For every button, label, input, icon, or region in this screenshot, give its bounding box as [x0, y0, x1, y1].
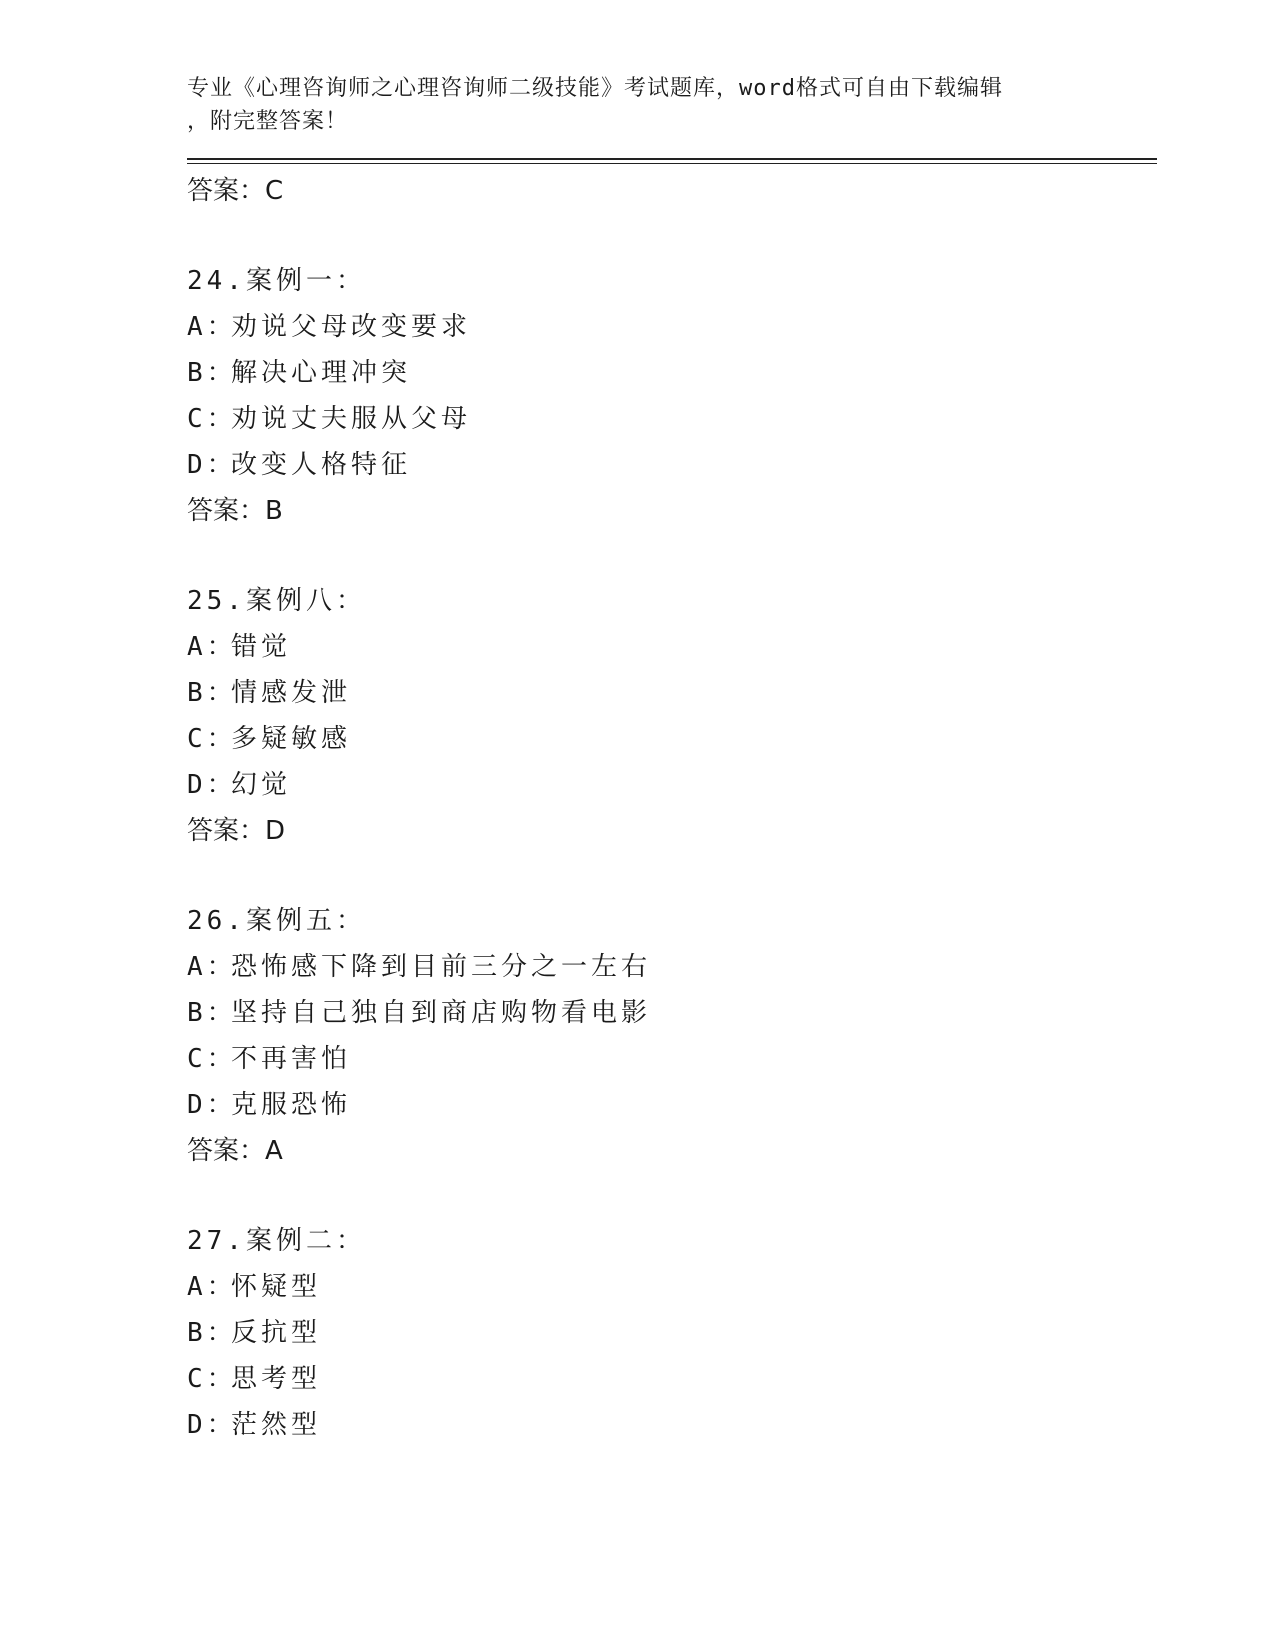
option-text: 坚持自己独自到商店购物看电影 [231, 998, 652, 1028]
option-letter: A： [187, 312, 237, 342]
option-a [187, 304, 1157, 350]
document-page [187, 72, 1157, 1448]
option-b [187, 990, 1157, 1036]
option-letter: C： [187, 1044, 237, 1074]
option-a [187, 944, 1157, 990]
question-title: 25.案例八： [187, 586, 366, 616]
answer: 答案：A [187, 1136, 283, 1166]
document-header: 专业《心理咨询师之心理咨询师二级技能》考试题库，word格式可自由下载编辑 ，附完整答案！ [187, 76, 1003, 134]
previous-answer: 答案：C [187, 176, 284, 206]
option-d [187, 762, 1157, 808]
option-b [187, 1310, 1157, 1356]
option-d [187, 1082, 1157, 1128]
option-text: 解决心理冲突 [231, 358, 412, 388]
option-text: 幻觉 [231, 770, 292, 800]
answer: 答案：D [187, 816, 286, 846]
option-b [187, 350, 1157, 396]
option-c [187, 396, 1157, 442]
option-letter: A： [187, 952, 237, 982]
option-letter: A： [187, 632, 237, 662]
question-title: 27.案例二： [187, 1226, 366, 1256]
option-text: 怀疑型 [231, 1272, 322, 1302]
option-c [187, 1356, 1157, 1402]
option-letter: B： [187, 358, 237, 388]
option-letter: B： [187, 678, 237, 708]
option-text: 改变人格特征 [231, 450, 412, 480]
option-c [187, 716, 1157, 762]
option-a [187, 1264, 1157, 1310]
question-title: 26.案例五： [187, 906, 366, 936]
answer: 答案：B [187, 496, 283, 526]
option-a [187, 624, 1157, 670]
header-divider [187, 158, 1157, 164]
option-c [187, 1036, 1157, 1082]
option-d [187, 442, 1157, 488]
option-letter: C： [187, 1364, 237, 1394]
option-text: 不再害怕 [231, 1044, 352, 1074]
option-text: 多疑敏感 [231, 724, 352, 754]
option-letter: D： [187, 450, 237, 480]
option-letter: D： [187, 1410, 237, 1440]
question-26 [187, 898, 1157, 1174]
option-text: 茫然型 [231, 1410, 322, 1440]
option-text: 思考型 [231, 1364, 322, 1394]
question-24 [187, 258, 1157, 534]
option-letter: A： [187, 1272, 237, 1302]
question-25 [187, 578, 1157, 854]
option-text: 反抗型 [231, 1318, 322, 1348]
option-b [187, 670, 1157, 716]
option-text: 劝说丈夫服从父母 [231, 404, 472, 434]
option-text: 克服恐怖 [231, 1090, 352, 1120]
option-letter: B： [187, 998, 237, 1028]
option-letter: B： [187, 1318, 237, 1348]
option-text: 恐怖感下降到目前三分之一左右 [231, 952, 652, 982]
option-letter: D： [187, 770, 237, 800]
option-letter: C： [187, 724, 237, 754]
option-letter: C： [187, 404, 237, 434]
option-text: 劝说父母改变要求 [231, 312, 472, 342]
option-text: 情感发泄 [231, 678, 352, 708]
option-text: 错觉 [231, 632, 292, 662]
option-d [187, 1402, 1157, 1448]
option-letter: D： [187, 1090, 237, 1120]
question-27 [187, 1218, 1157, 1448]
question-title: 24.案例一： [187, 266, 366, 296]
